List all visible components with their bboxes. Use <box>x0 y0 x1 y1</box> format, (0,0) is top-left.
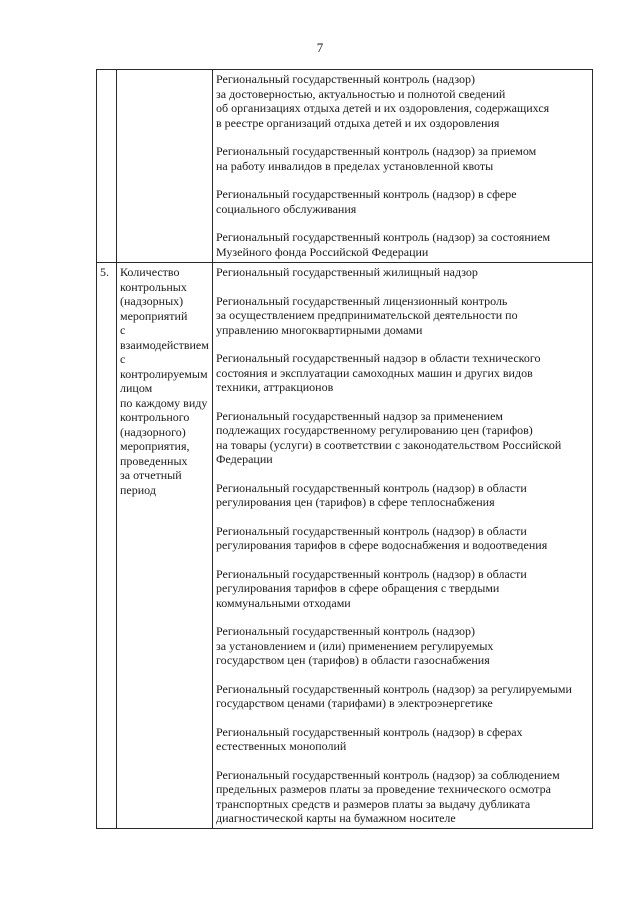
table-row <box>97 70 593 263</box>
control-type-item: Региональный государственный лицензионный контроль за осуществлением предпринимательской деятельности по управлению многоквартирными домами <box>216 293 518 337</box>
control-type-item: Региональный государственный надзор за применением подлежащих государственному регулированию цен (тарифов) на товары (услуги) в соответствии с законодательством Российской Федерации <box>216 408 562 466</box>
control-type-item: Региональный государственный жилищный надзор <box>216 265 478 279</box>
control-type-item: Региональный государственный контроль (надзор) в области регулирования тарифов в сфере обращения с твердыми коммунальными отходами <box>216 566 527 610</box>
control-types-cell <box>213 263 593 829</box>
indicator-cell <box>117 70 213 263</box>
page-number: 7 <box>316 40 324 55</box>
control-type-item: Региональный государственный контроль (надзор) в области регулирования тарифов в сфере водоснабжения и водоотведения <box>216 523 548 552</box>
row-number-cell: 5. <box>97 263 117 829</box>
control-type-item: Региональный государственный контроль (надзор) в сферах естественных монополий <box>216 724 523 753</box>
control-type-item: Региональный государственный контроль (надзор) за приемом на работу инвалидов в пределах установленной квоты <box>216 144 537 173</box>
control-types-cell <box>213 70 593 263</box>
control-type-item: Региональный государственный контроль (надзор) в сфере социального обслуживания <box>216 187 517 216</box>
controls-table <box>96 69 593 829</box>
indicator-cell <box>117 263 213 829</box>
control-type-item: Региональный государственный контроль (надзор) за достоверностью, актуальностью и полнотой сведений об организациях отдыха детей и их оздоровления, содержащихся в реестре организаций отдыха детей и их оздоровления <box>216 72 550 130</box>
control-type-item: Региональный государственный надзор в области технического состояния и эксплуатации самоходных машин и других видов техники, аттракционов <box>216 351 541 394</box>
table-row <box>97 263 593 829</box>
control-type-item: Региональный государственный контроль (надзор) за состоянием Музейного фонда Российской Федерации <box>216 230 551 259</box>
control-type-item: Региональный государственный контроль (надзор) за соблюдением предельных размеров платы за проведение технического осмотра транспортных средств и размеров платы за выдачу дубликата диагностической карты на бумажном носителе <box>216 767 560 825</box>
row-number-cell <box>97 70 117 263</box>
control-type-item: Региональный государственный контроль (надзор) в области регулирования цен (тарифов) в сфере теплоснабжения <box>216 480 527 509</box>
control-type-item: Региональный государственный контроль (надзор) за установлением и (или) применением регулируемых государством цен (тарифов) в области газоснабжения <box>216 624 494 667</box>
indicator-text: Количество контрольных (надзорных) мероприятий с взаимодействием с контролируемым лицом по каждому виду контрольного (надзорного) мероприятия, проведенных за отчетный период <box>120 265 209 497</box>
control-type-item: Региональный государственный контроль (надзор) за регулируемыми государством ценами (тарифами) в электроэнергетике <box>216 681 572 710</box>
